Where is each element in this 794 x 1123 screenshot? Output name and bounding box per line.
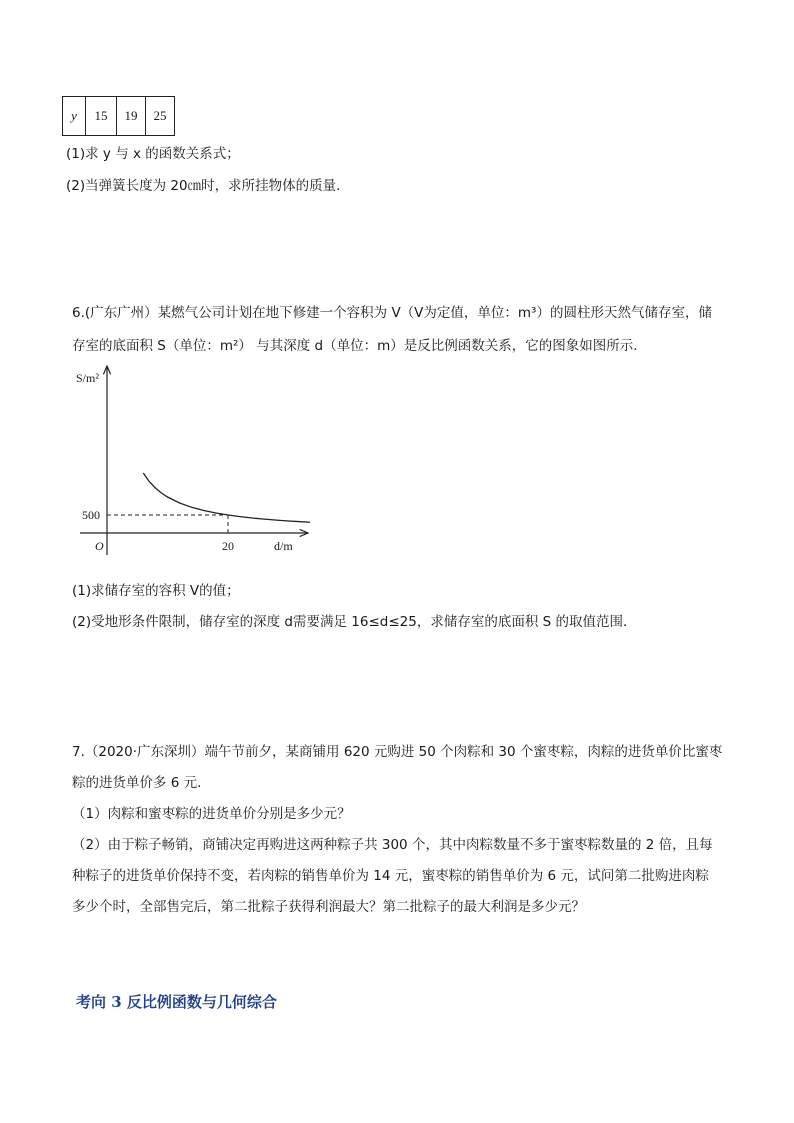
q7-part2-line1: （2）由于粽子畅销，商铺决定再购进这两种粽子共 300 个，其中肉粽数量不多于蜜枣粽数量的 2 倍，且每 (72, 837, 713, 853)
q7-part2-line3: 多少个时，全部售完后，第二批粽子获得利润最大？第二批粽子的最大利润是多少元？ (72, 899, 585, 915)
table-cell: 19 (117, 97, 146, 136)
x-axis-label: d/m (274, 539, 293, 553)
q5-part1: (1)求 y 与 x 的函数关系式； (66, 146, 240, 162)
table-row (63, 97, 175, 136)
y-axis-label: S/m² (76, 371, 99, 385)
table-cell: 15 (86, 97, 117, 136)
inverse-proportion-graph (70, 360, 310, 560)
q5-part2: (2)当弹簧长度为 20㎝时，求所挂物体的质量． (66, 178, 350, 194)
y-tick-label: 500 (82, 508, 100, 522)
q6-part2: (2)受地形条件限制，储存室的深度 d需要满足 16≤d≤25，求储存室的底面积 S 的取值范围． (72, 614, 637, 630)
q6-part1: (1)求储存室的容积 V的值； (72, 583, 240, 599)
table-cell: 25 (146, 97, 175, 136)
y-values-table (62, 96, 175, 136)
section-heading: 考向 3 反比例函数与几何综合 (76, 993, 277, 1011)
q7-statement-line2: 粽的进货单价多 6 元． (72, 775, 211, 791)
q6-statement-line2: 存室的底面积 S（单位：m²） 与其深度 d（单位：m）是反比例函数关系，它的图象如图所示． (72, 338, 647, 354)
q7-part1: （1）肉粽和蜜枣粽的进货单价分别是多少元？ (72, 806, 351, 822)
origin-label: O (95, 539, 104, 553)
q7-part2-line2: 种粽子的进货单价保持不变，若肉粽的销售单价为 14 元，蜜枣粽的销售单价为 6 元，试问第二批购进肉粽 (72, 868, 709, 884)
q7-statement-line1: 7.（2020·广东深圳）端午节前夕，某商铺用 620 元购进 50 个肉粽和 30 个蜜枣粽，肉粽的进货单价比蜜枣 (72, 744, 723, 760)
q6-statement-line1: 6.(广东广州）某燃气公司计划在地下修建一个容积为 V（V为定值，单位：m³）的圆柱形天然气储存室，储 (72, 305, 712, 321)
x-tick-label: 20 (222, 539, 234, 553)
table-header-cell: y (63, 97, 86, 136)
